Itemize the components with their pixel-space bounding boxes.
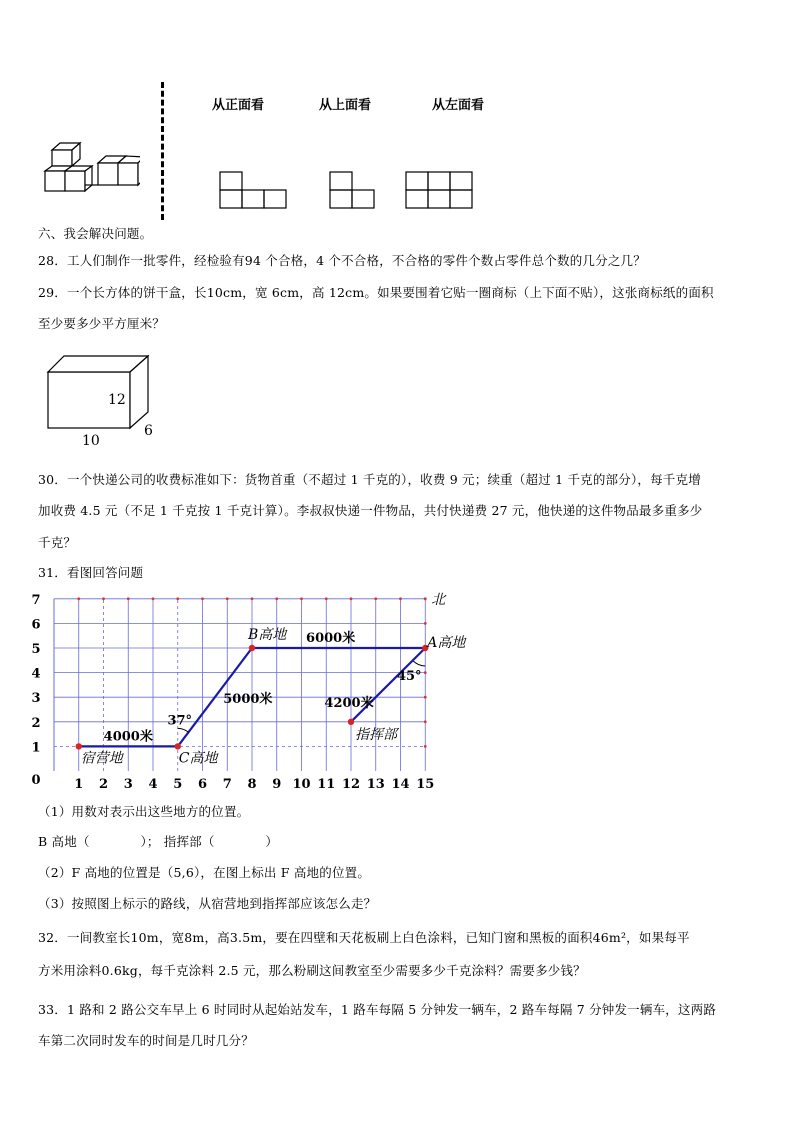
y-tick-label: 1 [31, 740, 41, 756]
cuboid-height-label: 12 [108, 392, 126, 408]
x-tick-label: 5 [173, 777, 183, 792]
question-29-line2: 至少要多少平方厘米？ [38, 316, 166, 331]
location-point [348, 719, 354, 725]
location-point [76, 743, 82, 749]
route-distance-label: 4000米 [103, 729, 153, 745]
x-tick-label: 11 [317, 777, 336, 792]
view-label-top: 从上面看 [319, 98, 372, 113]
x-tick-label: 2 [98, 777, 109, 792]
cuboid-width-label: 6 [144, 423, 153, 439]
question-31-sub1: （1）用数对表示出这些地方的位置。 [38, 804, 250, 819]
question-31-title: 31．看图回答问题 [38, 565, 144, 580]
x-tick-label: 15 [416, 777, 435, 792]
y-tick-label: 6 [31, 617, 41, 633]
grid-node-dot [325, 597, 328, 600]
grid-node-dot [374, 597, 377, 600]
angle-label: 37° [167, 713, 193, 729]
angle-arc-c [178, 728, 189, 732]
route-distance-label: 5000米 [223, 692, 273, 708]
question-33-line1: 33．1 路和 2 路公交车早上 6 时同时从起始站发车，1 路车每隔 5 分钟发一辆车，2 路车每隔 7 分钟发一辆车，这两路 [38, 1002, 717, 1017]
grid-node-dot [424, 696, 427, 699]
grid-node-dot [251, 597, 254, 600]
grid-node-dot [424, 671, 427, 674]
location-label: C高地 [178, 750, 218, 767]
front-view-figure [218, 170, 290, 212]
route-distance-label: 4200米 [324, 696, 374, 712]
y-tick-label: 2 [31, 715, 41, 731]
cuboid-figure [44, 352, 164, 447]
grid-node-dot [424, 597, 427, 600]
angle-label: 45° [396, 669, 422, 684]
cube-stack-figure [40, 138, 140, 196]
x-tick-label: 8 [247, 777, 257, 792]
x-tick-label: 6 [197, 777, 208, 792]
grid-node-dot [77, 597, 80, 600]
x-tick-label: 3 [123, 777, 133, 792]
location-point [175, 743, 181, 749]
question-30-line1: 30．一个快递公司的收费标准如下：货物首重（不超过 1 千克的），收费 9 元；续重（超过 1 千克的部分），每千克增 [38, 472, 701, 487]
question-30-line2: 加收费 4.5 元（不足 1 千克按 1 千克计算）。李叔叔快递一件物品，共付快递费 27 元，他快递的这件物品最多重多少 [38, 503, 703, 518]
angle-arc-a [413, 661, 425, 666]
top-view-figure [328, 170, 378, 212]
grid-node-dot [102, 597, 105, 600]
origin-label: 0 [31, 773, 41, 788]
grid-node-dot [424, 720, 427, 723]
grid-node-dot [152, 597, 155, 600]
y-tick-label: 7 [31, 592, 41, 608]
location-label: B高地 [248, 627, 287, 643]
location-label: 宿营地 [80, 750, 123, 767]
grid-node-dot [300, 597, 303, 600]
x-tick-label: 1 [74, 777, 84, 792]
grid-node-dot [201, 597, 204, 600]
x-tick-label: 4 [148, 777, 158, 792]
question-31-sub3: （3）按照图上标示的路线，从宿营地到指挥部应该怎么走？ [38, 896, 377, 911]
x-tick-label: 13 [366, 777, 385, 792]
view-label-left: 从左面看 [432, 98, 485, 113]
north-label: 北 [431, 591, 446, 608]
grid-node-dot [424, 745, 427, 748]
view-label-front: 从正面看 [212, 98, 265, 113]
grid-node-dot [399, 597, 402, 600]
location-label: A高地 [427, 635, 466, 651]
left-view-figure [404, 170, 476, 212]
route-distance-label: 6000米 [306, 631, 356, 646]
question-33-line2: 车第二次同时发车的时间是几时几分？ [38, 1033, 254, 1048]
grid-node-dot [176, 597, 179, 600]
x-tick-label: 10 [292, 777, 311, 792]
question-31-sub2: （2）F 高地的位置是（5,6），在图上标出 F 高地的位置。 [38, 865, 371, 880]
grid-node-dot [424, 622, 427, 625]
grid-node-dot [127, 597, 130, 600]
location-label: 指挥部 [355, 726, 397, 743]
x-tick-label: 9 [272, 777, 282, 792]
grid-node-dot [226, 597, 229, 600]
x-tick-label: 12 [341, 777, 361, 792]
question-32-line1: 32．一间教室长10m，宽8m，高3.5m，要在四壁和天花板刷上白色涂料，已知门窗和黑板的面积46m²，如果每平 [38, 930, 690, 945]
grid-node-dot [350, 597, 353, 600]
x-tick-label: 7 [222, 777, 232, 792]
cuboid-length-label: 10 [82, 433, 100, 447]
y-tick-label: 4 [31, 666, 41, 682]
y-tick-label: 5 [31, 642, 41, 657]
question-28: 28．工人们制作一批零件，经检验有94 个合格，4 个不合格，不合格的零件个数占零件总个数的几分之几？ [38, 253, 646, 268]
question-32-line2: 方米用涂料0.6kg，每千克涂料 2.5 元，那么粉刷这间教室至少需要多少千克涂料？需要多少钱？ [38, 963, 586, 978]
dashed-divider [161, 82, 164, 220]
question-31-sub1-answer: B 高地（ ）； 指挥部（ ） [38, 834, 279, 849]
section-heading: 六、我会解决问题。 [38, 226, 153, 241]
question-30-line3: 千克？ [38, 535, 77, 550]
x-tick-label: 14 [391, 777, 410, 792]
location-point [249, 645, 255, 651]
grid-node-dot [275, 597, 278, 600]
question-29-line1: 29．一个长方体的饼干盒，长10cm，宽 6cm，高 12cm。如果要围着它贴一圈商标（上下面不贴），这张商标纸的面积 [38, 285, 714, 300]
coordinate-grid-chart [30, 585, 480, 795]
y-tick-label: 3 [31, 691, 41, 707]
